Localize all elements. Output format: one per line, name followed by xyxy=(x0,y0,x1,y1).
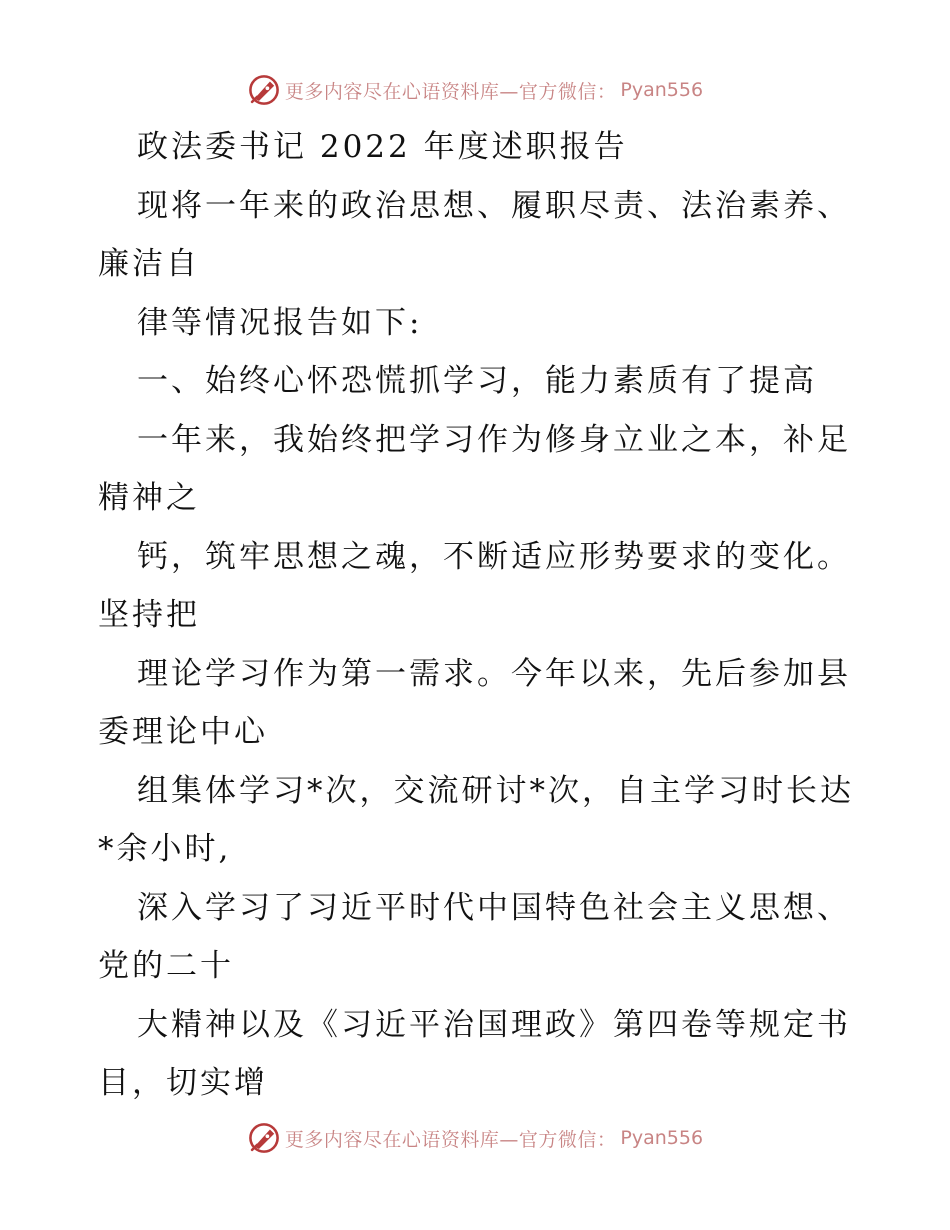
watermark-text: 更多内容尽在心语资料库—官方微信： xyxy=(284,80,617,103)
text-line: 大精神以及《习近平治国理政》第四卷等规定书 xyxy=(137,1006,851,1043)
watermark-account: Pyan556 xyxy=(620,1127,704,1149)
text-line: 目，切实增 xyxy=(98,1065,268,1101)
document-title: 政法委书记 2022 年度述职报告 xyxy=(137,129,628,165)
text-line: 理论学习作为第一需求。今年以来，先后参加县 xyxy=(137,655,851,692)
pen-nib-logo-icon xyxy=(247,1121,281,1155)
text-line: 一年来，我始终把学习作为修身立业之本，补足 xyxy=(137,421,851,458)
pen-nib-logo-icon xyxy=(247,73,281,107)
text-line: 委理论中心 xyxy=(98,714,268,750)
watermark-account: Pyan556 xyxy=(620,79,704,101)
footer-watermark xyxy=(0,1118,950,1158)
text-line: *余小时, xyxy=(98,831,232,867)
text-line: 律等情况报告如下: xyxy=(137,304,423,341)
text-line: 深入学习了习近平时代中国特色社会主义思想、 xyxy=(137,889,851,926)
text-line: 精神之 xyxy=(98,480,200,516)
text-line: 廉洁自 xyxy=(98,246,200,282)
text-line: 组集体学习*次，交流研讨*次，自主学习时长达 xyxy=(137,772,854,809)
text-line: 坚持把 xyxy=(98,597,200,633)
document-body xyxy=(0,118,950,1113)
text-line: 一、始终心怀恐慌抓学习，能力素质有了提高 xyxy=(137,363,817,399)
text-line: 党的二十 xyxy=(98,948,234,984)
text-line: 现将一年来的政治思想、履职尽责、法治素养、 xyxy=(137,187,851,224)
header-watermark xyxy=(0,70,950,110)
watermark-text: 更多内容尽在心语资料库—官方微信： xyxy=(284,1128,617,1151)
text-line: 钙，筑牢思想之魂，不断适应形势要求的变化。 xyxy=(137,538,851,575)
